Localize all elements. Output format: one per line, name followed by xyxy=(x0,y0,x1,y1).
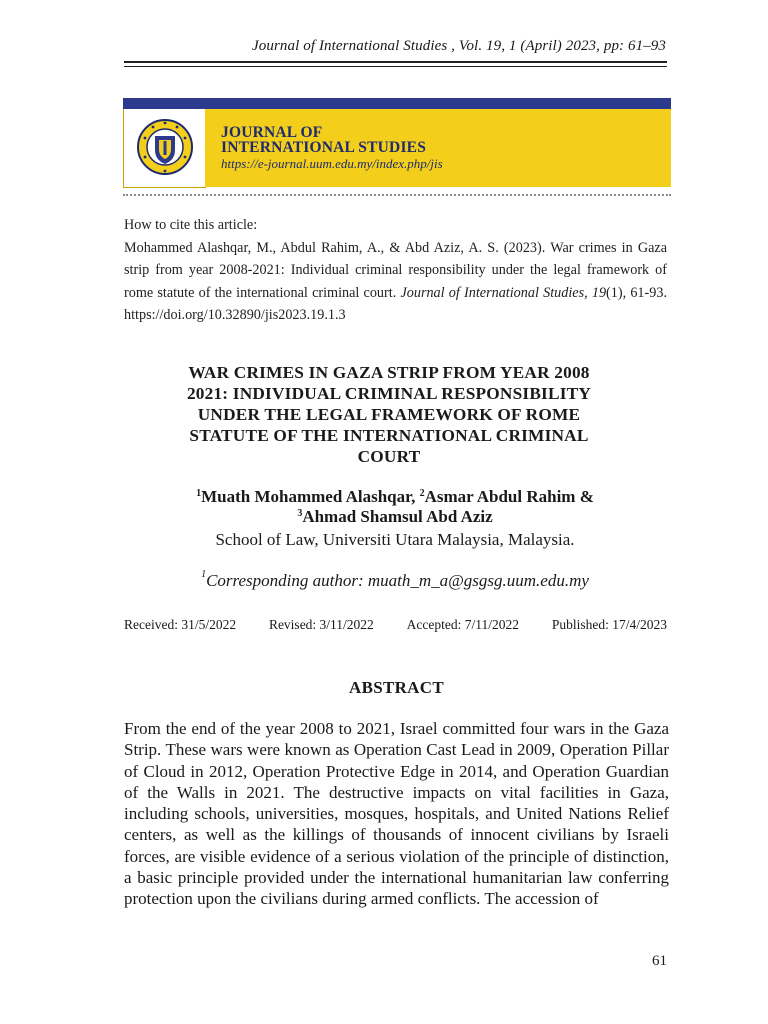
dotted-divider xyxy=(123,194,671,196)
title-line: COURT xyxy=(357,447,421,466)
abstract-heading: ABSTRACT xyxy=(349,678,444,697)
author-marker: 1 xyxy=(196,488,202,499)
publication-dates xyxy=(124,617,667,633)
author-name: Asmar Abdul Rahim & xyxy=(424,487,594,506)
running-head: Journal of International Studies , Vol. 19, 1 (April) 2023, pp: 61–93 xyxy=(252,38,666,54)
citation-block xyxy=(124,214,667,327)
journal-url-link[interactable]: https://e-journal.uum.edu.my/index.php/jis xyxy=(221,156,443,171)
author-affiliation: School of Law, Universiti Utara Malaysia, Malaysia. xyxy=(215,530,575,549)
citation-body: Mohammed Alashqar, M., Abdul Rahim, A., & Abd Aziz, A. S. (2023). War crimes in Gaza strip from year 2008-2021: Individual criminal responsibility under the legal framework of rome statute of the international criminal court. xyxy=(124,239,667,301)
date-accepted: Accepted: 7/11/2022 xyxy=(406,617,519,632)
date-published: Published: 17/4/2023 xyxy=(551,617,667,632)
title-line: 2021: INDIVIDUAL CRIMINAL RESPONSIBILITY xyxy=(186,384,592,403)
corresponding-marker: 1 xyxy=(201,569,207,580)
corresponding-author xyxy=(130,571,660,591)
journal-name xyxy=(221,125,426,155)
journal-name-line1: JOURNAL OF xyxy=(221,124,323,141)
header-rule-thick xyxy=(124,61,667,63)
author-marker: 2 xyxy=(419,488,425,499)
date-revised: Revised: 3/11/2022 xyxy=(268,617,374,632)
author-list xyxy=(130,487,660,527)
paper-title xyxy=(150,362,628,467)
author-marker: 3 xyxy=(297,508,303,519)
journal-name-line2: INTERNATIONAL STUDIES xyxy=(221,139,427,156)
corresponding-text: Corresponding author: muath_m_a@gsgsg.uum.edu.my xyxy=(206,571,589,590)
citation-journal: Journal of International Studies, 19 xyxy=(400,284,607,301)
title-line: WAR CRIMES IN GAZA STRIP FROM YEAR 2008 xyxy=(188,363,590,382)
university-logo-box xyxy=(123,109,206,188)
journal-banner xyxy=(123,98,671,189)
citation-label: How to cite this article: xyxy=(124,217,258,233)
header-rule-thin xyxy=(124,66,667,67)
title-line: UNDER THE LEGAL FRAMEWORK OF ROME xyxy=(197,405,581,424)
page-number: 61 xyxy=(652,953,667,969)
title-line: STATUTE OF THE INTERNATIONAL CRIMINAL xyxy=(189,426,589,445)
abstract-text: From the end of the year 2008 to 2021, Israel committed four wars in the Gaza Strip. These wars were known as Operation Cast Lead in 2009, Operation Pillar of Cloud in 2012, Operation Protective Edge in 2014, and Operation Guardian of the Walls in 2021. The destructive impacts on vital facilities in Gaza, including schools, universities, mosques, hospitals, and United Nations Relief centers, as well as the killings of thousands of innocent civilians by Israeli forces, are visible evidence of a serious violation of the principle of distinction, a basic principle provided under the international humanitarian law conferring protection upon the civilians during armed conflicts. The accession of xyxy=(124,719,669,909)
citation-issue: (1), 61-93. https://doi.org/10.32890/jis2023.19.1.3 xyxy=(124,284,667,323)
citation-text xyxy=(124,237,667,327)
author-name: Muath Mohammed Alashqar, xyxy=(201,487,420,506)
date-received: Received: 31/5/2022 xyxy=(124,617,237,632)
banner-top-bar xyxy=(123,98,671,109)
journal-title-panel xyxy=(205,109,671,187)
university-crest-icon xyxy=(136,116,194,178)
author-name: Ahmad Shamsul Abd Aziz xyxy=(302,507,493,526)
